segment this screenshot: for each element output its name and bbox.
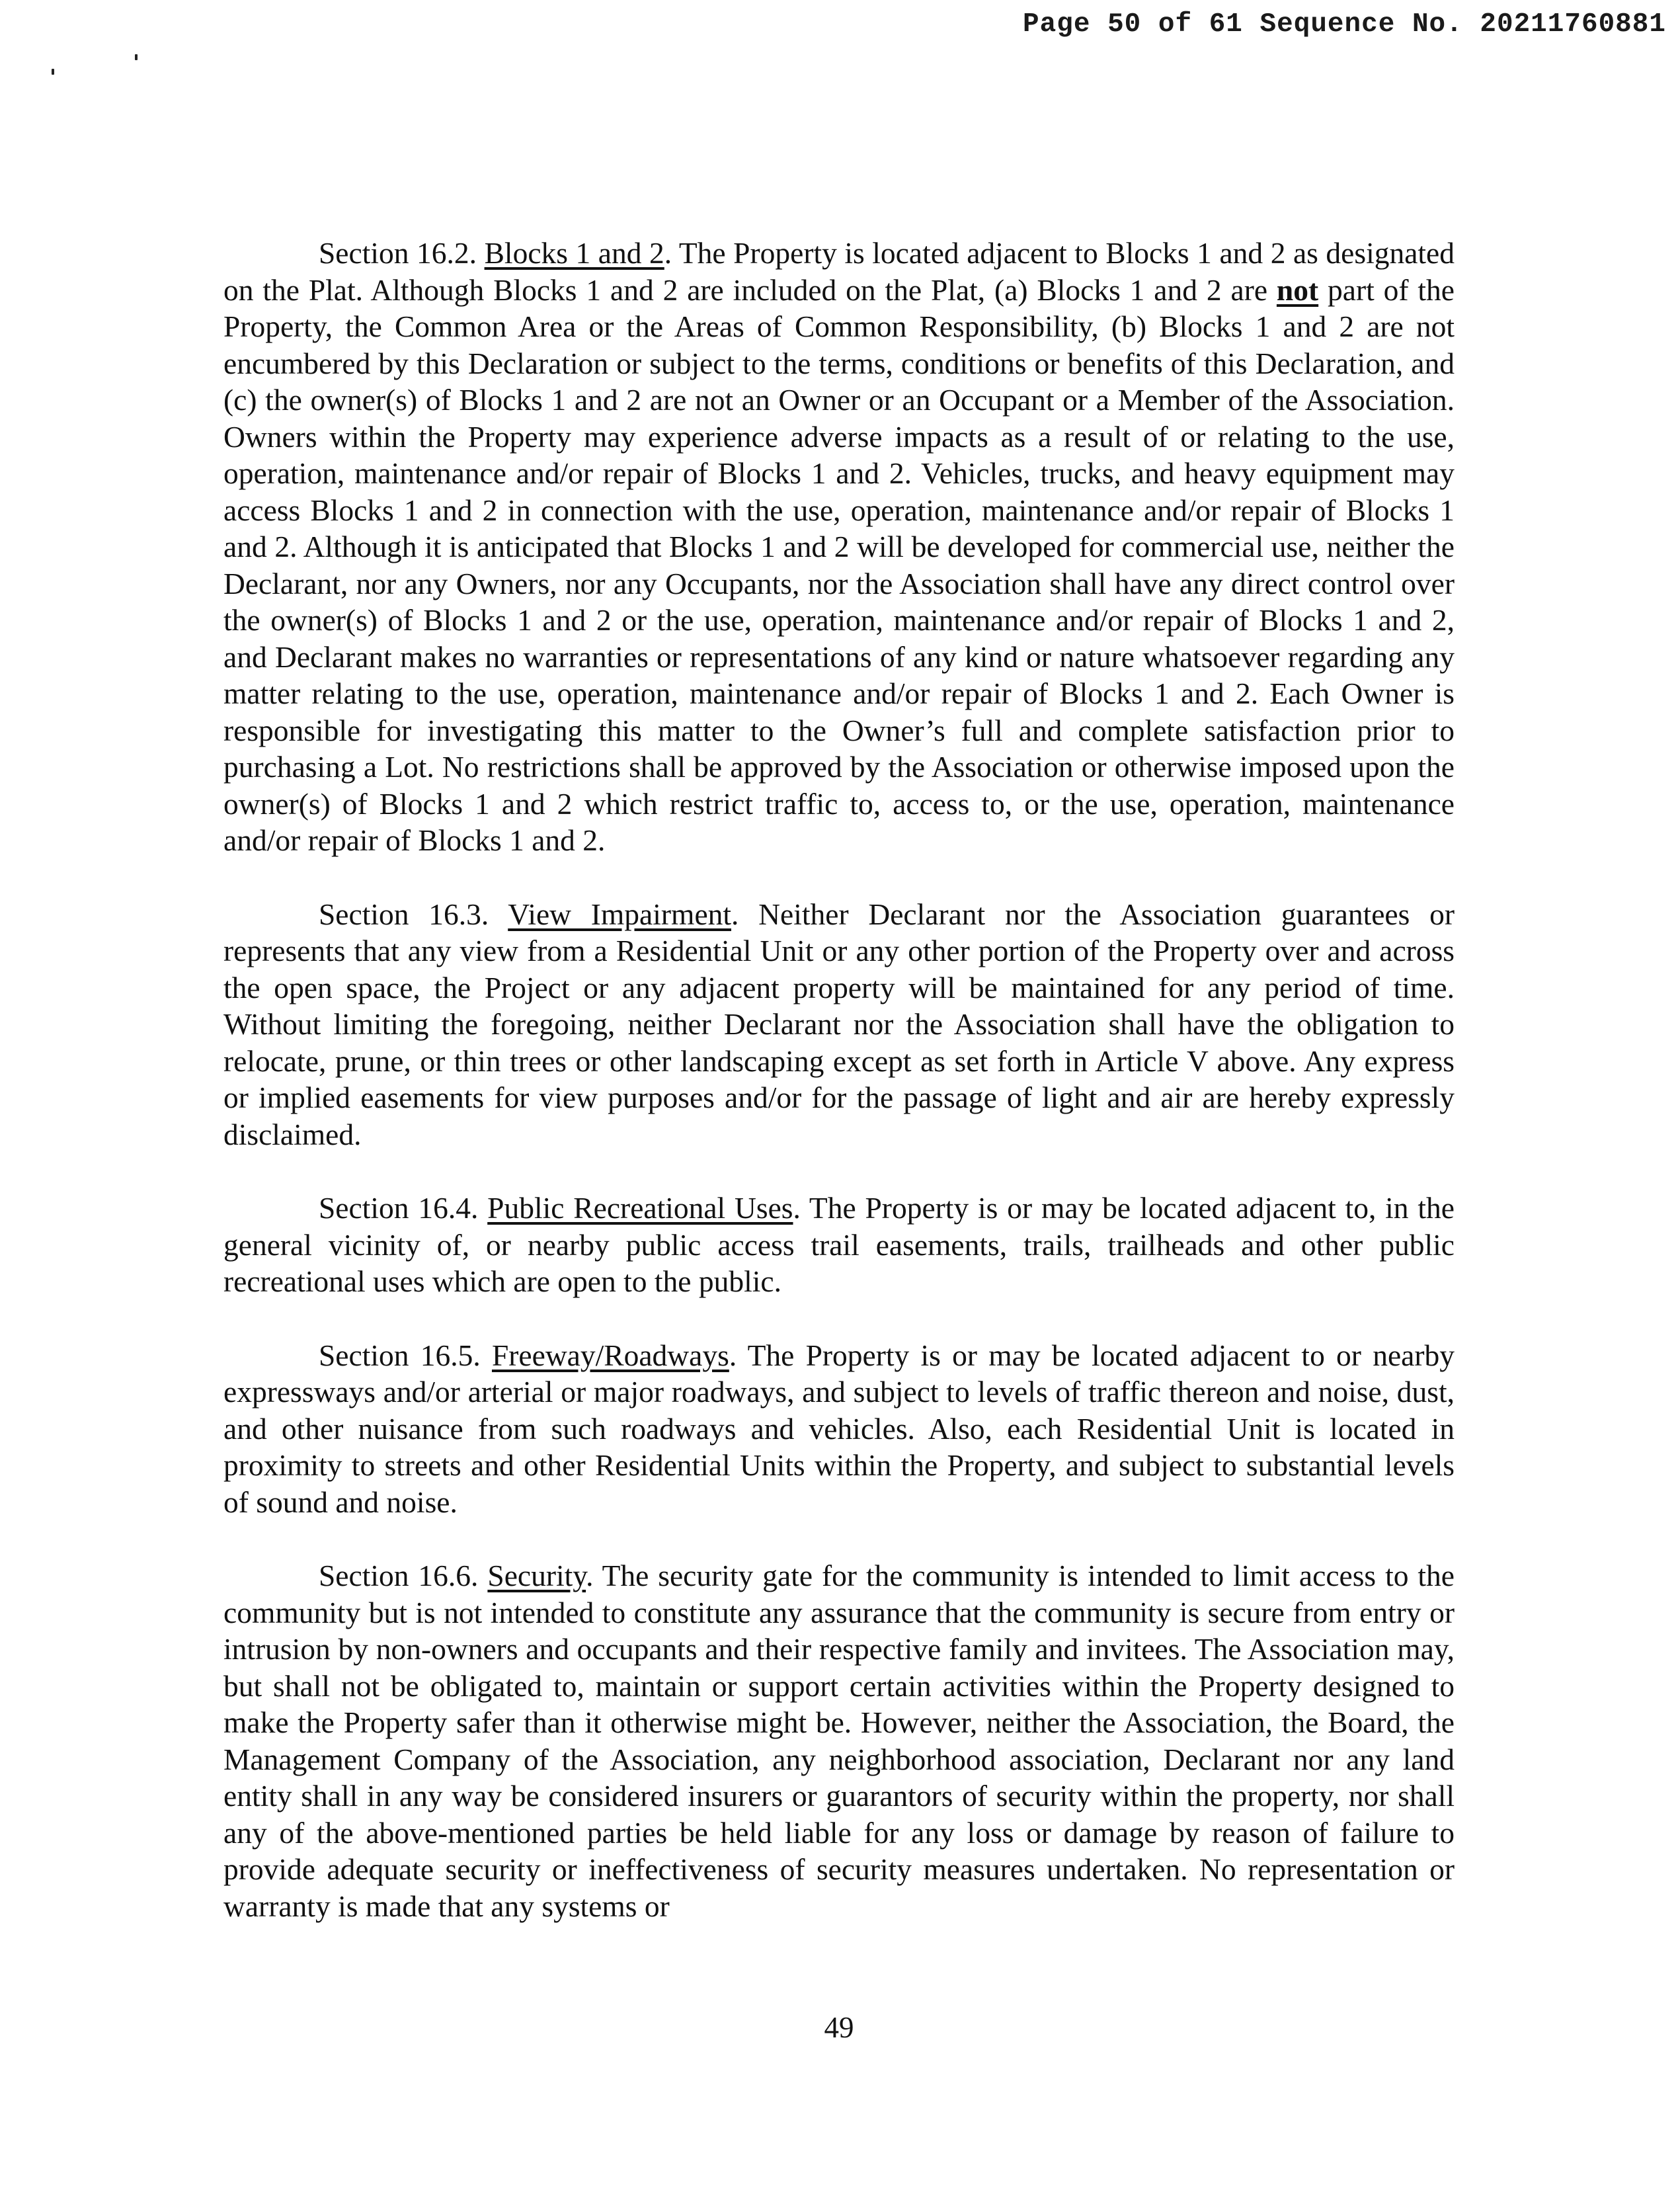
section-16-2 bbox=[223, 235, 1455, 859]
page-number: 49 bbox=[824, 2011, 854, 2044]
section-16-4 bbox=[223, 1190, 1455, 1300]
section-heading: Blocks 1 and 2 bbox=[484, 236, 664, 270]
emphasis-not: not bbox=[1276, 272, 1319, 307]
document-body bbox=[223, 235, 1455, 1961]
section-body-continued: part of the Property, the Common Area or the Areas of Common Responsibility, (b) Blocks 1 and 2 are not encumbered by this Declaration or subject to the terms, conditions or benefits of this Declaration, and (c) the owner(s) of Blocks 1 and 2 are not an Owner or an Occupant or a Member of the Association. Owners within the Property may experience adverse impacts as a result of or relating to the use, operation, maintenance and/or repair of Blocks 1 and 2. Vehicles, trucks, and heavy equipment may access Blocks 1 and 2 in connection with the use, operation, maintenance and/or repair of Blocks 1 and 2. Although it is anticipated that Blocks 1 and 2 will be developed for commercial use, neither the Declarant, nor any Owners, nor any Occupants, nor the Association shall have any direct control over the owner(s) of Blocks 1 and 2 or the use, operation, maintenance and/or repair of Blocks 1 and 2, and Declarant makes no warranties or representations of any kind or nature whatsoever regarding any matter relating to the use, operation, maintenance and/or repair of Blocks 1 and 2. Each Owner is responsible for investigating this matter to the Owner’s full and complete satisfaction prior to purchasing a Lot. No restrictions shall be approved by the Association or otherwise imposed upon the owner(s) of Blocks 1 and 2 which restrict traffic to, access to, or the use, operation, maintenance and/or repair of Blocks 1 and 2. bbox=[223, 272, 1455, 857]
section-number: Section 16.4. bbox=[319, 1191, 479, 1225]
section-number: Section 16.6. bbox=[319, 1559, 479, 1592]
section-16-3 bbox=[223, 896, 1455, 1153]
page-sequence-header: Page 50 of 61 Sequence No. 20211760881 bbox=[1023, 9, 1666, 40]
section-body: . The Property is or may be located adjacent to or nearby expressways and/or arterial or major roadways, and subject to levels of traffic thereon and noise, dust, and other nuisance from such roadways and vehicles. Also, each Residential Unit is located in proximity to streets and other Residential Units within the Property, and subject to substantial levels of sound and noise. bbox=[223, 1338, 1455, 1519]
section-number: Section 16.2. bbox=[319, 236, 477, 270]
section-heading: Security bbox=[487, 1559, 586, 1592]
section-heading: View Impairment bbox=[508, 897, 732, 931]
section-heading: Public Recreational Uses bbox=[487, 1191, 793, 1225]
section-16-6 bbox=[223, 1557, 1455, 1924]
section-16-5 bbox=[223, 1337, 1455, 1521]
section-number: Section 16.5. bbox=[319, 1338, 481, 1372]
section-heading: Freeway/Roadways bbox=[491, 1338, 729, 1372]
section-number: Section 16.3. bbox=[319, 897, 489, 931]
section-body: . The Property is located adjacent to Blocks 1 and 2 as designated on the Plat. Although Blocks 1 and 2 are included on the Plat, (a) Blocks 1 and 2 are bbox=[223, 236, 1455, 307]
section-body: . The security gate for the community is intended to limit access to the community but is not intended to constitute any assurance that the community is secure from entry or intrusion by non-owners and occupants and their respective family and invitees. The Association may, but shall not be obligated to, maintain or support certain activities within the Property designed to make the Property safer than it otherwise might be. However, neither the Association, the Board, the Management Company of the Association, any neighborhood association, Declarant nor any land entity shall in any way be considered insurers or guarantors of security within the property, nor shall any of the above-mentioned parties be held liable for any loss or damage by reason of failure to provide adequate security or ineffectiveness of security measures undertaken. No representation or warranty is made that any systems or bbox=[223, 1559, 1455, 1923]
section-body: . The Property is or may be located adjacent to, in the general vicinity of, or nearby public access trail easements, trails, trailheads and other public recreational uses which are open to the public. bbox=[223, 1191, 1455, 1298]
scan-artifacts bbox=[52, 54, 144, 81]
section-body: . Neither Declarant nor the Association guarantees or represents that any view from a Residential Unit or any other portion of the Property over and across the open space, the Project or any adjacent property will be maintained for any period of time. Without limiting the foregoing, neither Declarant nor the Association shall have the obligation to relocate, prune, or thin trees or other landscaping except as set forth in Article V above. Any express or implied easements for view purposes and/or for the passage of light and air are hereby expressly disclaimed. bbox=[223, 897, 1455, 1151]
